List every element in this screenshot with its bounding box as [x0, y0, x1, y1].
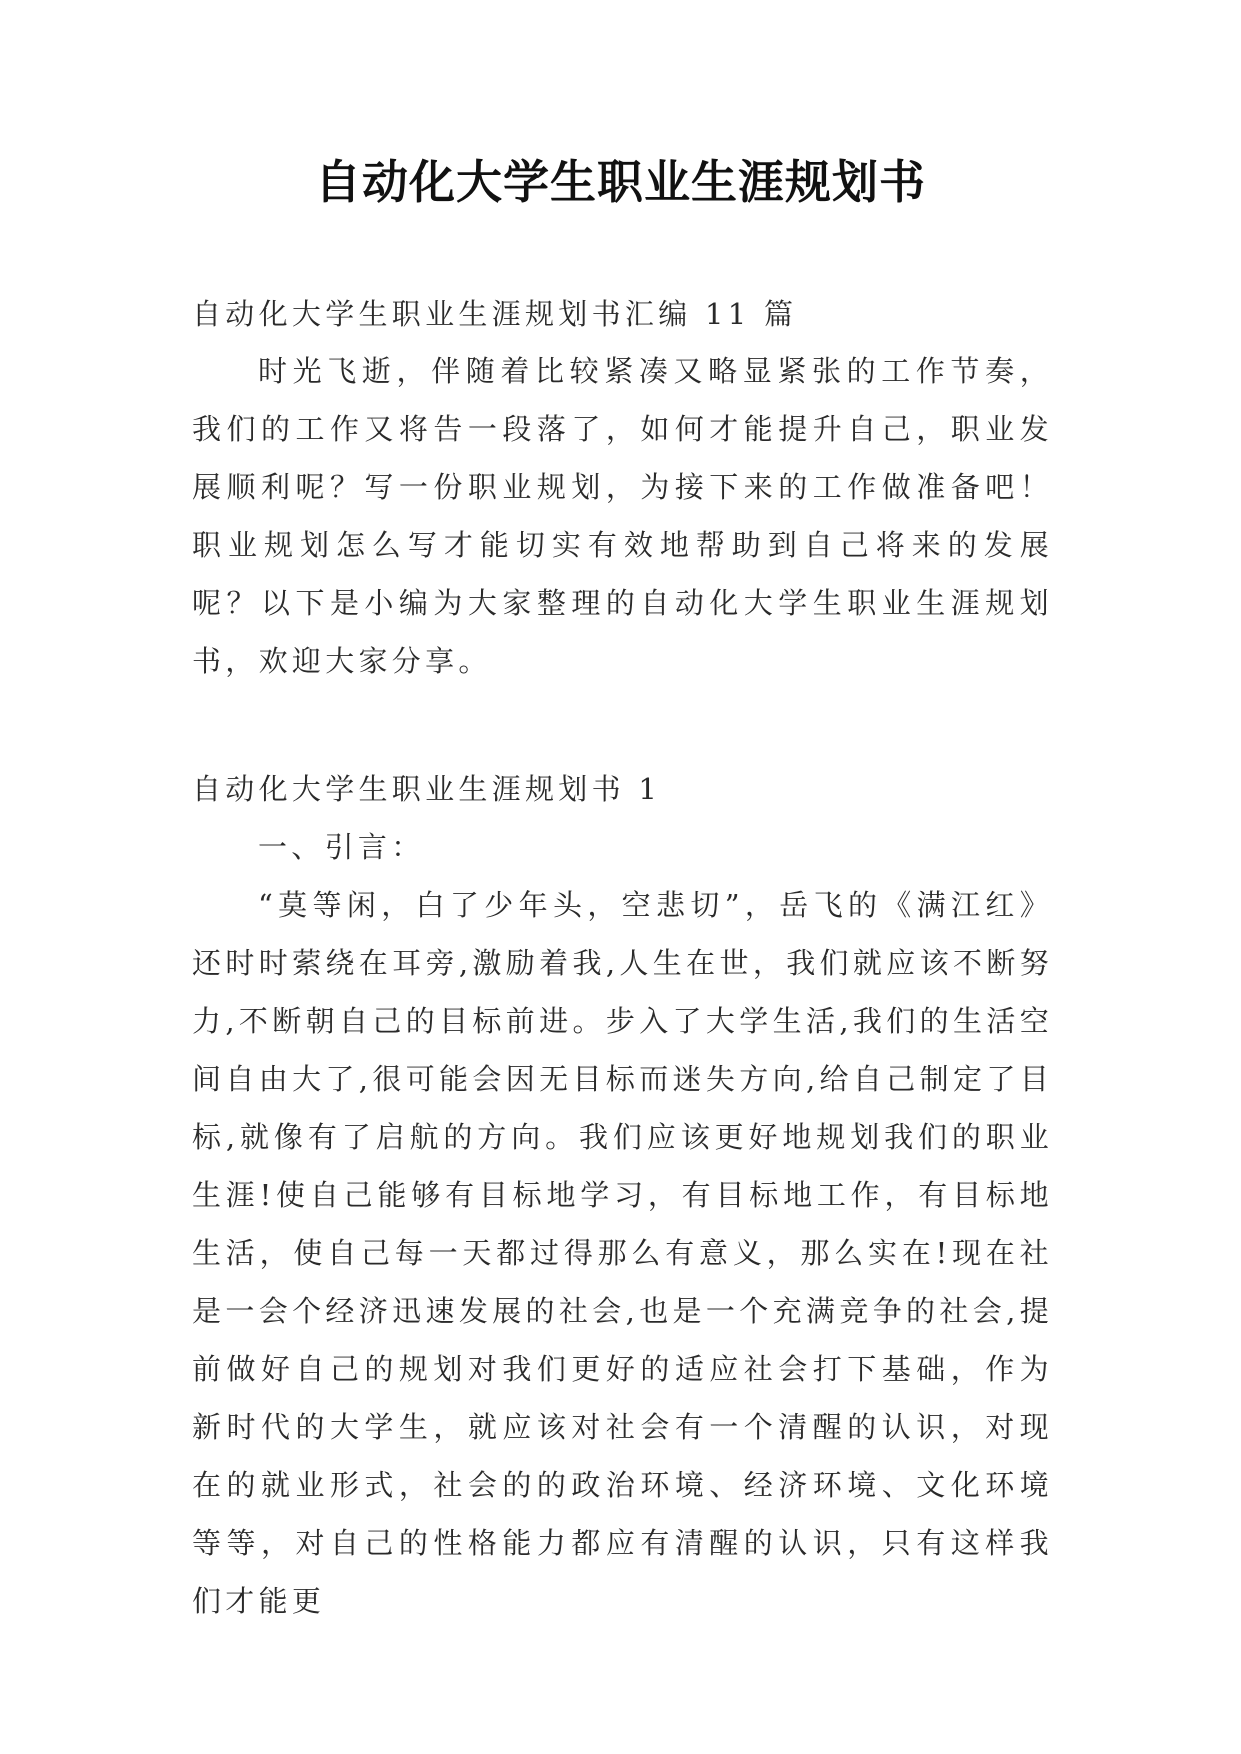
document-title: 自动化大学生职业生涯规划书 [315, 155, 926, 209]
section-paragraph: “莫等闲，白了少年头，空悲切”，岳飞的《满江红》还时时萦绕在耳旁,激励着我,人生在世，我们就应该不断努力,不断朝自己的目标前进。步入了大学生活,我们的生活空间自由大了,很可能会因无目标而迷失方向,给自己制定了目标,就像有了启航的方向。我们应该更好地规划我们的职业生涯!使自己能够有目标地学习，有目标地工作，有目标地生活，使自己每一天都过得那么有意义，那么实在!现在社是一会个经济迅速发展的社会,也是一个充满竞争的社会,提前做好自己的规划对我们更好的适应社会打下基础，作为新时代的大学生，就应该对社会有一个清醒的认识，对现在的就业形式，社会的的政治环境、经济环境、文化环境等等，对自己的性格能力都应有清醒的认识，只有这样我们才能更 [192, 888, 1053, 1618]
document-subtitle: 自动化大学生职业生涯规划书汇编 11 篇 [192, 297, 798, 331]
section-intro-label: 一、引言： [258, 830, 425, 864]
intro-paragraph: 时光飞逝，伴随着比较紧凑又略显紧张的工作节奏，我们的工作又将告一段落了，如何才能提升自己，职业发展顺利呢？写一份职业规划，为接下来的工作做准备吧！职业规划怎么写才能切实有效地帮助到自己将来的发展呢？以下是小编为大家整理的自动化大学生职业生涯规划书，欢迎大家分享。 [192, 354, 1053, 678]
section-heading: 自动化大学生职业生涯规划书 1 [192, 772, 662, 806]
